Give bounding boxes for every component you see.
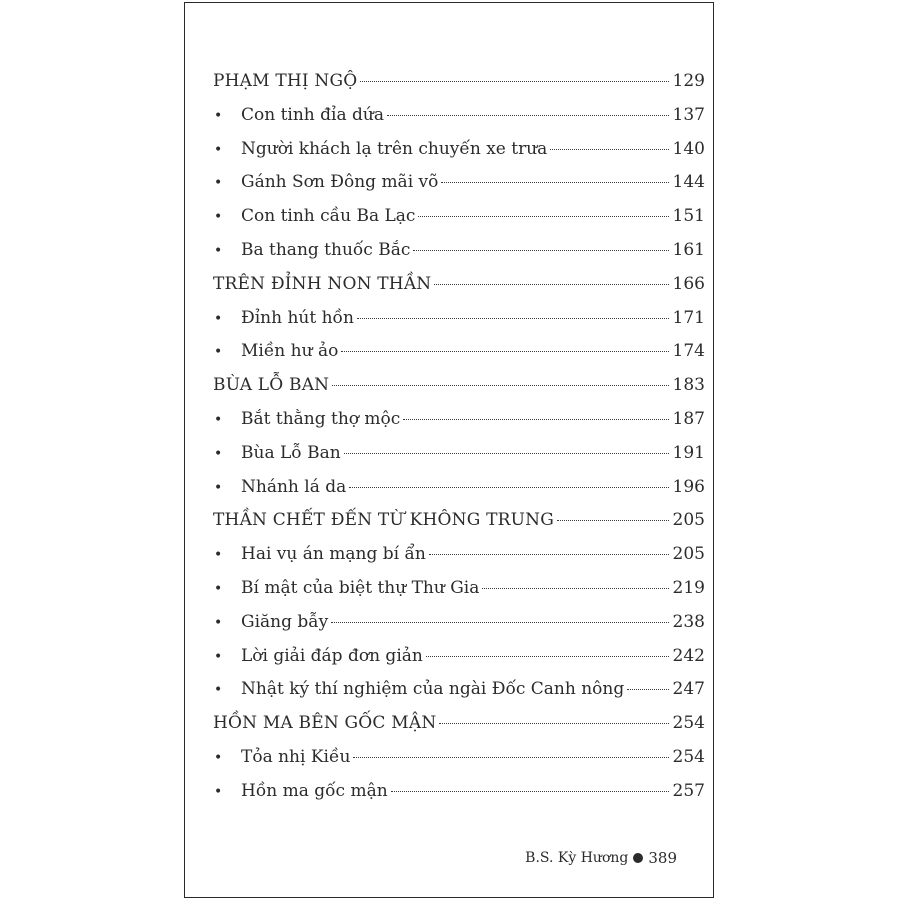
- toc-page-number: 174: [672, 341, 705, 362]
- toc-page-number: 137: [672, 104, 705, 125]
- toc-item-title: Nhánh lá da: [241, 476, 347, 497]
- toc-page-number: 187: [672, 408, 705, 429]
- toc-item-row: [213, 544, 705, 578]
- toc-item-title: Bí mật của biệt thự Thư Gia: [241, 577, 480, 598]
- toc-page-number: 257: [672, 780, 705, 801]
- footer-author: B.S. Kỳ Hương: [525, 850, 629, 866]
- toc-page-number: 238: [672, 611, 705, 632]
- bullet-icon: •: [214, 445, 223, 462]
- toc-page-number: 140: [672, 138, 705, 159]
- toc-page-number: 196: [672, 476, 705, 497]
- toc-item-title: Người khách lạ trên chuyến xe trưa: [241, 138, 548, 159]
- bullet-icon: •: [214, 107, 223, 124]
- bullet-icon: •: [214, 783, 223, 800]
- toc-page-number: 205: [672, 510, 705, 531]
- dot-leader: [344, 453, 669, 454]
- bullet-icon: •: [214, 310, 223, 327]
- toc-page-number: 254: [672, 746, 705, 767]
- toc-item-title: Miền hư ảo: [241, 341, 339, 362]
- dot-leader: [439, 723, 669, 724]
- bullet-icon: •: [214, 648, 223, 665]
- toc-item-row: [213, 612, 705, 646]
- dot-leader: [413, 250, 669, 251]
- dot-leader: [387, 115, 669, 116]
- toc-page-number: 144: [672, 172, 705, 193]
- bullet-icon: •: [214, 614, 223, 631]
- toc-section-title: TRÊN ĐỈNH NON THẦN: [213, 273, 432, 294]
- toc-item-title: Bắt thằng thợ mộc: [241, 408, 401, 429]
- toc-item-row: [213, 477, 705, 511]
- toc-section-row: [213, 713, 705, 747]
- toc-page-number: 242: [672, 645, 705, 666]
- toc-section-title: BÙA LỖ BAN: [213, 375, 330, 396]
- dot-leader: [332, 385, 669, 386]
- dot-leader: [441, 182, 669, 183]
- toc-page-number: 254: [672, 713, 705, 734]
- toc-section-row: [213, 510, 705, 544]
- toc-page-number: 205: [672, 544, 705, 565]
- bullet-icon: •: [214, 209, 223, 226]
- dot-leader: [426, 656, 669, 657]
- bullet-icon: •: [214, 141, 223, 158]
- toc-item-row: [213, 443, 705, 477]
- bullet-icon: •: [214, 175, 223, 192]
- toc-item-title: Hai vụ án mạng bí ẩn: [241, 544, 426, 565]
- dot-leader: [418, 216, 669, 217]
- page-footer: [525, 849, 677, 867]
- bullet-icon: •: [214, 682, 223, 699]
- bullet-icon: •: [214, 580, 223, 597]
- toc-item-title: Lời giải đáp đơn giản: [241, 645, 423, 666]
- toc-item-row: [213, 341, 705, 375]
- toc-item-title: Gánh Sơn Đông mãi võ: [241, 172, 439, 193]
- toc-item-title: Ba thang thuốc Bắc: [241, 239, 411, 260]
- dot-leader: [403, 419, 669, 420]
- toc-item-title: Con tinh cầu Ba Lạc: [241, 206, 416, 227]
- toc-item-title: Nhật ký thí nghiệm của ngài Đốc Canh nông: [241, 679, 625, 700]
- footer-page-number: 389: [648, 849, 677, 867]
- toc-item-row: [213, 139, 705, 173]
- toc-item-row: [213, 409, 705, 443]
- bullet-icon: •: [214, 749, 223, 766]
- toc-item-title: Bùa Lỗ Ban: [241, 442, 341, 463]
- toc-page-number: 161: [672, 239, 705, 260]
- dot-leader: [482, 588, 669, 589]
- dot-leader: [429, 554, 669, 555]
- toc-item-row: [213, 646, 705, 680]
- toc-item-row: [213, 105, 705, 139]
- toc-item-row: [213, 781, 705, 815]
- toc-section-title: HỒN MA BÊN GỐC MẬN: [213, 713, 437, 734]
- toc-item-title: Con tinh đỉa dứa: [241, 104, 384, 125]
- dot-leader: [434, 284, 669, 285]
- toc-item-row: [213, 240, 705, 274]
- table-of-contents: [213, 71, 705, 815]
- toc-item-title: Giăng bẫy: [241, 611, 329, 632]
- toc-item-title: Đỉnh hút hồn: [241, 307, 354, 328]
- dot-leader: [357, 318, 669, 319]
- dot-leader: [353, 757, 669, 758]
- toc-page-number: 166: [672, 273, 705, 294]
- dot-leader: [331, 622, 669, 623]
- toc-page-number: 129: [672, 71, 705, 91]
- dot-leader: [349, 487, 669, 488]
- toc-page-number: 191: [672, 442, 705, 463]
- bullet-icon: •: [214, 479, 223, 496]
- toc-item-row: [213, 308, 705, 342]
- dot-leader: [557, 520, 669, 521]
- bullet-icon: •: [214, 344, 223, 361]
- toc-section-row: [213, 274, 705, 308]
- dot-leader: [360, 81, 669, 82]
- dot-leader: [341, 351, 669, 352]
- toc-item-row: [213, 747, 705, 781]
- bullet-icon: •: [214, 411, 223, 428]
- dot-leader: [391, 791, 669, 792]
- bullet-icon: •: [214, 242, 223, 259]
- toc-section-title: THẦN CHẾT ĐẾN TỪ KHÔNG TRUNG: [213, 510, 555, 531]
- dot-leader: [550, 149, 669, 150]
- toc-page-number: 219: [672, 577, 705, 598]
- toc-item-row: [213, 172, 705, 206]
- toc-section-row: [213, 71, 705, 105]
- book-page: [184, 2, 714, 898]
- toc-item-row: [213, 578, 705, 612]
- toc-item-title: Tỏa nhị Kiều: [241, 746, 351, 767]
- toc-page-number: 247: [672, 679, 705, 700]
- footer-dot-icon: [633, 853, 643, 863]
- toc-item-title: Hồn ma gốc mận: [241, 780, 388, 801]
- toc-section-title: PHẠM THỊ NGỘ: [213, 71, 358, 91]
- toc-section-row: [213, 375, 705, 409]
- toc-page-number: 151: [672, 206, 705, 227]
- toc-item-row: [213, 679, 705, 713]
- toc-page-number: 171: [672, 307, 705, 328]
- dot-leader: [627, 689, 669, 690]
- toc-item-row: [213, 206, 705, 240]
- bullet-icon: •: [214, 547, 223, 564]
- toc-page-number: 183: [672, 375, 705, 396]
